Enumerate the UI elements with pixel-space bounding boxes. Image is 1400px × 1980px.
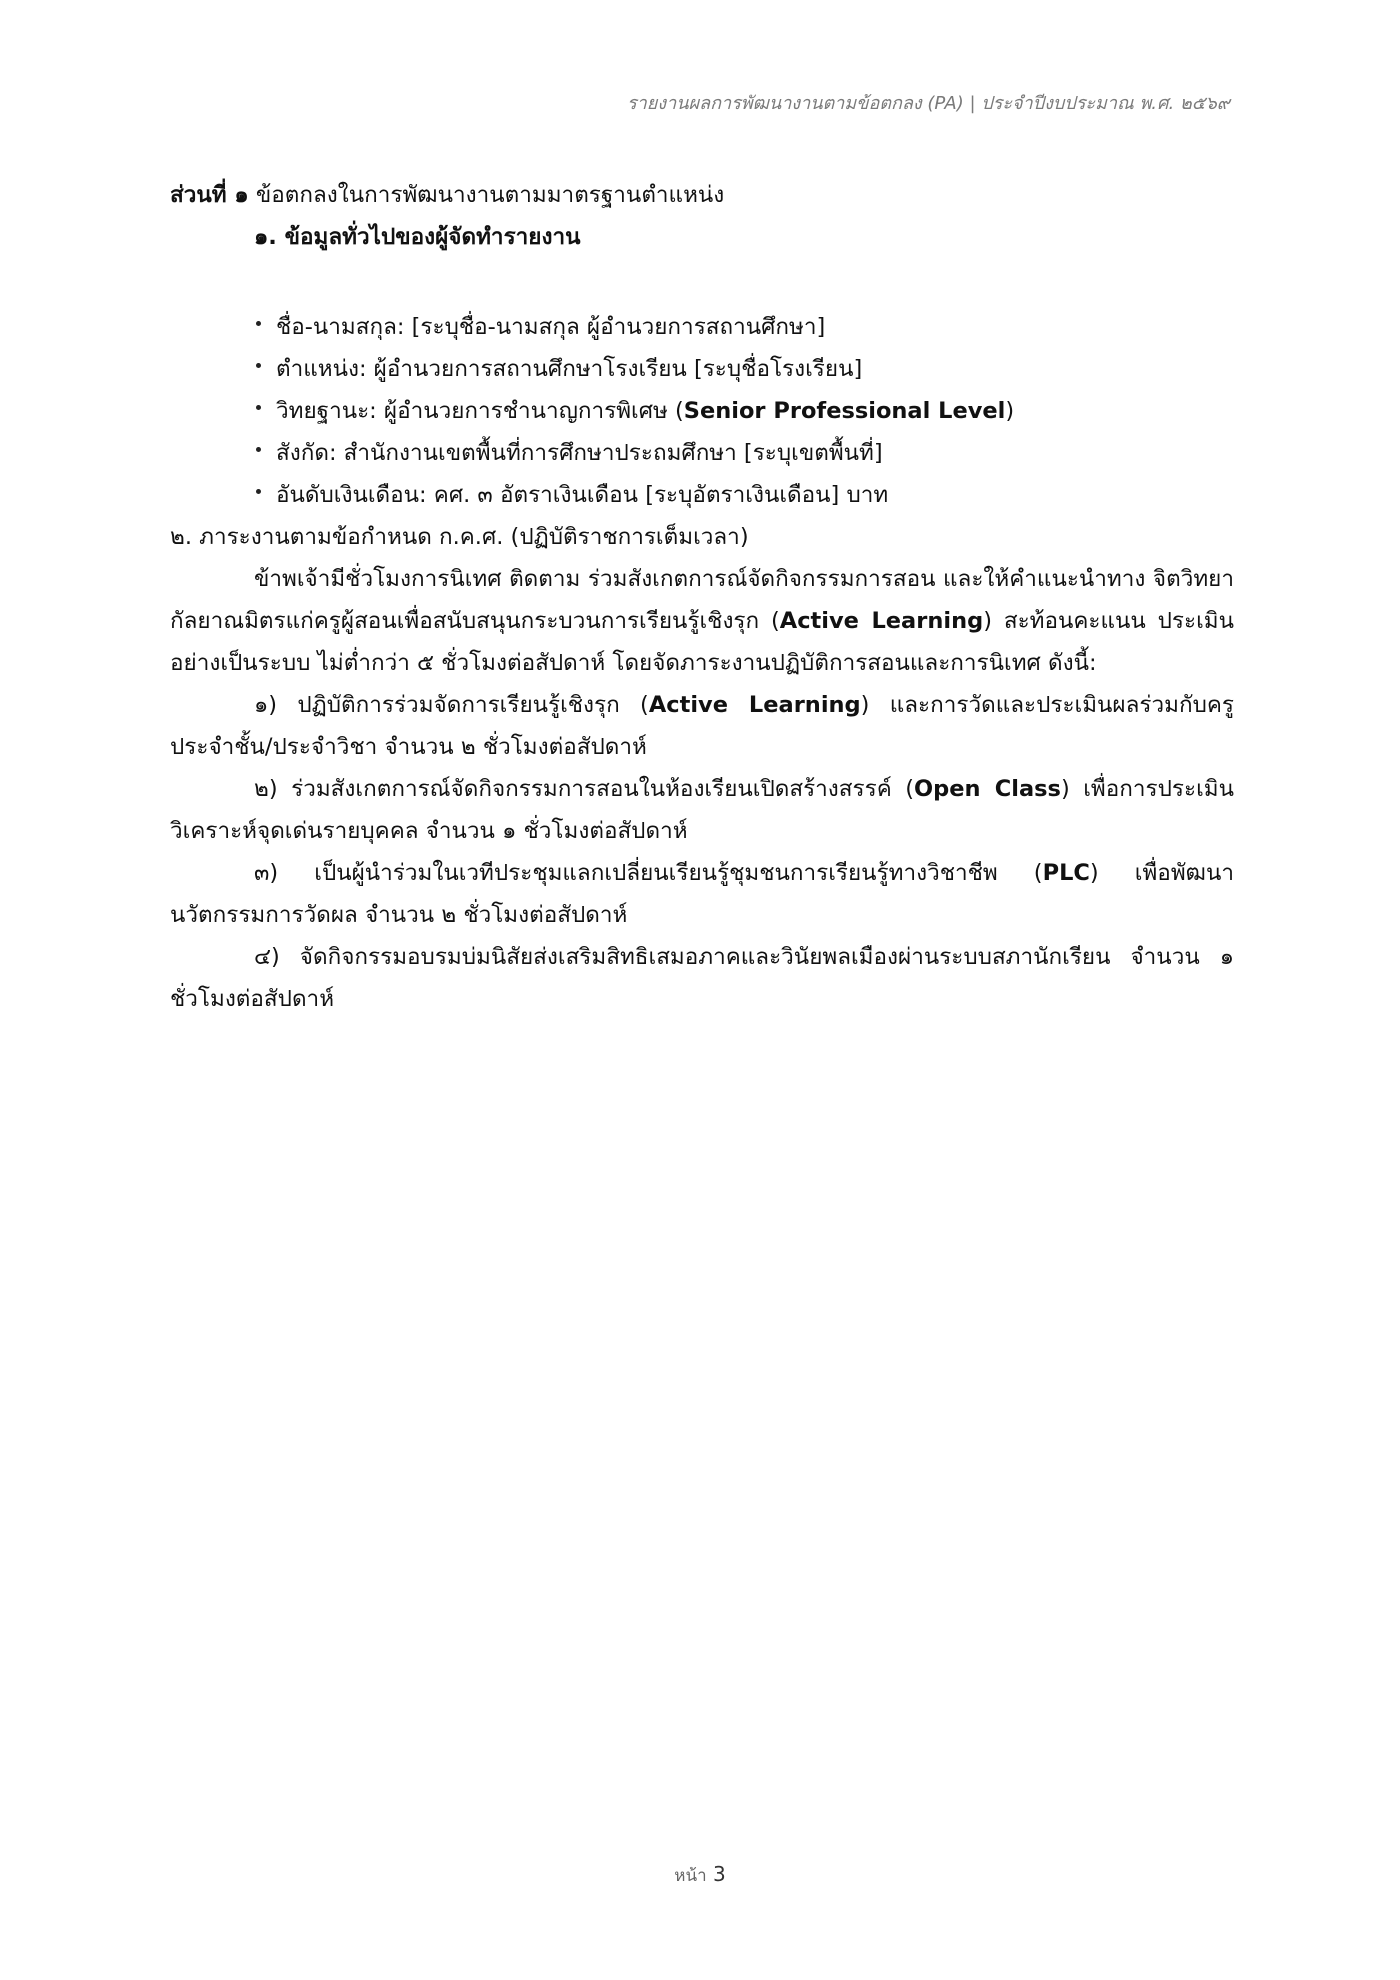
section-1-title: ๑. ข้อมูลทั่วไปของผู้จัดทำรายงาน [254, 224, 581, 250]
workload-item-2: ๒) ร่วมสังเกตการณ์จัดกิจกรรมการสอนในห้องเรียนเปิดสร้างสรรค์ (Open Class) เพื่อการประเมิน วิเคราะห์จุดเด่นรายบุคคล จำนวน ๑ ชั่วโมงต่อสัปดาห์ [170, 776, 1234, 844]
workload-item-1: ๑) ปฏิบัติการร่วมจัดการเรียนรู้เชิงรุก (Active Learning) และการวัดและประเมินผลร่วมกับครู ประจำชั้น/ประจำวิชา จำนวน ๒ ชั่วโมงต่อสัปดาห์ [170, 692, 1234, 760]
part-heading [170, 174, 1234, 216]
running-header: รายงานผลการพัฒนางานตามข้อตกลง (PA) | ประจำปีงบประมาณ พ.ศ. ๒๕๖๙ [626, 93, 1230, 114]
document-body [170, 174, 1234, 1020]
list-item-salary-level: อันดับเงินเดือน: คศ. ๓ อัตราเงินเดือน [ระบุอัตราเงินเดือน] บาท [254, 474, 1234, 516]
list-item-academic-rank: วิทยฐานะ: ผู้อำนวยการชำนาญการพิเศษ (Senior Professional Level) [254, 390, 1234, 432]
page-number [0, 1862, 1400, 1889]
workload-item-3: ๓) เป็นผู้นำร่วมในเวทีประชุมแลกเปลี่ยนเรียนรู้ชุมชนการเรียนรู้ทางวิชาชีพ (PLC) เพื่อพัฒนา นวัตกรรมการวัดผล จำนวน ๒ ชั่วโมงต่อสัปดาห์ [170, 860, 1234, 928]
list-item-affiliation: สังกัด: สำนักงานเขตพื้นที่การศึกษาประถมศึกษา [ระบุเขตพื้นที่] [254, 432, 1234, 474]
part-lead: ส่วนที่ ๑ [170, 182, 249, 208]
section-2-title: ๒. ภาระงานตามข้อกำหนด ก.ค.ศ. (ปฏิบัติราชการเต็มเวลา) [170, 524, 749, 550]
page-number-value: 3 [713, 1862, 726, 1886]
general-info-list [170, 306, 1234, 516]
page-label: หน้า [674, 1866, 707, 1886]
workload-intro-paragraph: ข้าพเจ้ามีชั่วโมงการนิเทศ ติดตาม ร่วมสังเกตการณ์จัดกิจกรรมการสอน และให้คำแนะนำทาง จิตวิทยากัลยาณมิตรแก่ครูผู้สอนเพื่อสนับสนุนกระบวนการเรียนรู้เชิงรุก (Active Learning) สะท้อนคะแนน ประเมินอย่างเป็นระบบ ไม่ต่ำกว่า ๕ ชั่วโมงต่อสัปดาห์ โดยจัดภาระงานปฏิบัติการสอนและการนิเทศ ดังนี้: [170, 566, 1234, 676]
list-item-position: ตำแหน่ง: ผู้อำนวยการสถานศึกษาโรงเรียน [ระบุชื่อโรงเรียน] [254, 348, 1234, 390]
workload-item-4: ๔) จัดกิจกรรมอบรมบ่มนิสัยส่งเสริมสิทธิเสมอภาคและวินัยพลเมืองผ่านระบบสภานักเรียน จำนวน ๑ ชั่วโมงต่อสัปดาห์ [170, 944, 1234, 1012]
part-title: ข้อตกลงในการพัฒนางานตามมาตรฐานตำแหน่ง [255, 182, 725, 208]
list-item-name: ชื่อ-นามสกุล: [ระบุชื่อ-นามสกุล ผู้อำนวยการสถานศึกษา] [254, 306, 1234, 348]
